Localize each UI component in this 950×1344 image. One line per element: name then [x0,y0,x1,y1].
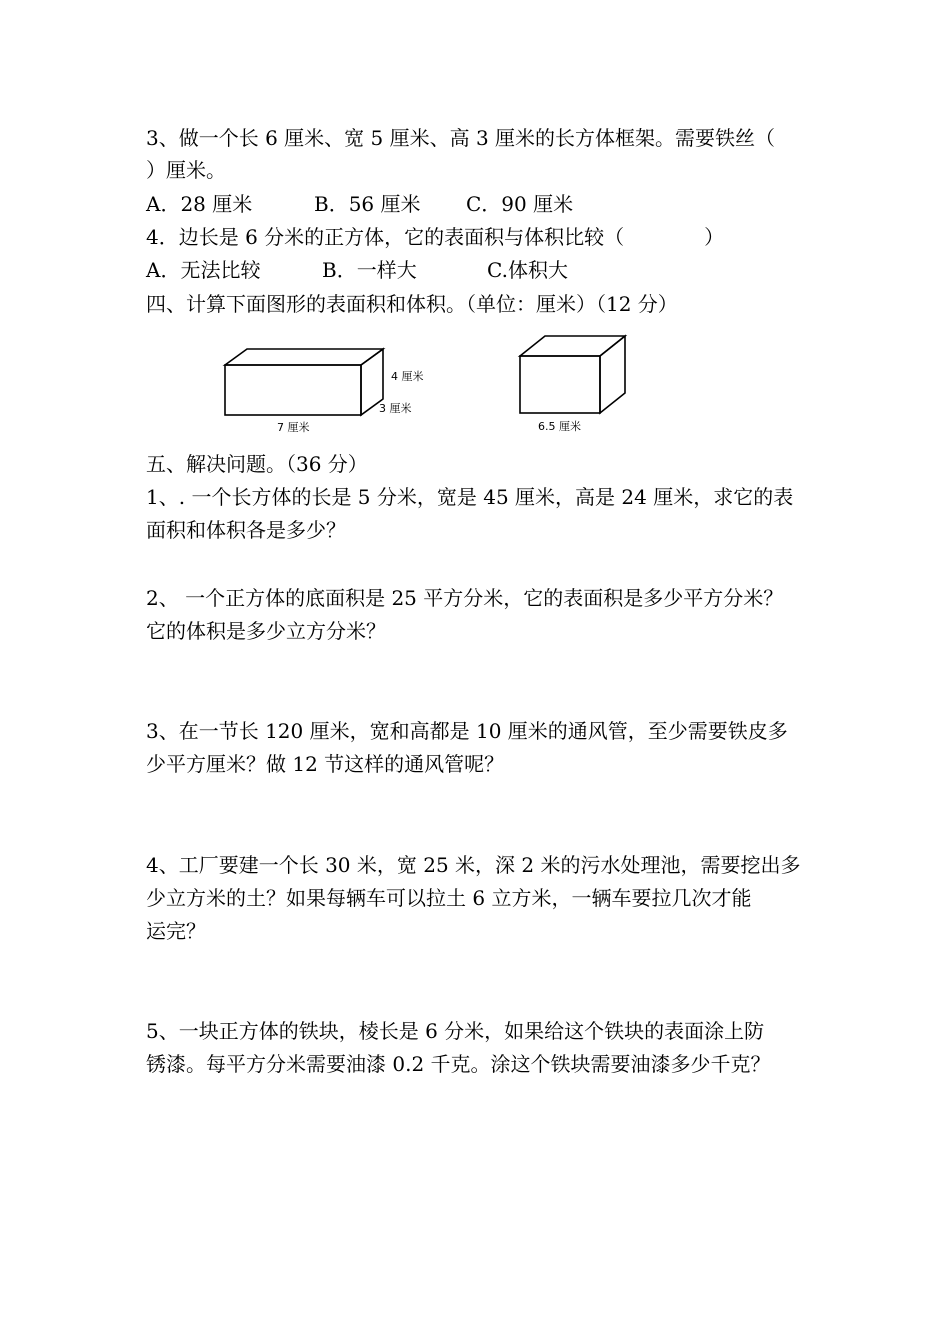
problem1-line1: 1、. 一个长方体的长是 5 分米，宽是 45 厘米，高是 24 厘米，求它的表 [146,485,794,509]
cuboid-top-face [225,349,383,365]
cuboid-length-label: 7 厘米 [277,421,310,434]
problem5-line2: 锈漆。每平方分米需要油漆 0.2 千克。涂这个铁块需要油漆多少千克？ [146,1052,771,1076]
q3-line2: ）厘米。 [146,158,226,182]
cuboid-front-face [225,365,361,415]
section4-title: 四、计算下面图形的表面积和体积。（单位：厘米）（12 分） [146,292,678,316]
cube-figure [520,336,625,413]
q4-option-b: B．一样大 [322,258,417,282]
cube-front-face [520,356,600,413]
cube-side-face [600,336,625,413]
cuboid-figure [225,349,383,415]
section5-title: 五、解决问题。（36 分） [146,452,368,476]
problem1-line2: 面积和体积各是多少？ [146,518,346,542]
problem4-line2: 少立方米的土？如果每辆车可以拉土 6 立方米，一辆车要拉几次才能 [146,886,752,910]
cube-top-face [520,336,625,356]
q3-line1: 3、做一个长 6 厘米、宽 5 厘米、高 3 厘米的长方体框架。需要铁丝（ [146,126,776,150]
problem4-line3: 运完？ [146,919,206,943]
problem4-line1: 4、工厂要建一个长 30 米，宽 25 米，深 2 米的污水处理池，需要挖出多 [146,853,801,877]
q3-option-a: A．28 厘米 [146,192,253,216]
q4-line1: 4．边长是 6 分米的正方体，它的表面积与体积比较（ ） [146,225,725,249]
problem2-line1: 2、 一个正方体的底面积是 25 平方分米，它的表面积是多少平方分米？ [146,586,784,610]
problem2-line2: 它的体积是多少立方分米？ [146,619,386,643]
cube-edge-label: 6.5 厘米 [538,420,581,433]
q3-option-c: C．90 厘米 [466,192,574,216]
problem3-line2: 少平方厘米？做 12 节这样的通风管呢？ [146,752,505,776]
q4-option-c: C.体积大 [487,258,568,282]
problem5-line1: 5、一块正方体的铁块，棱长是 6 分米，如果给这个铁块的表面涂上防 [146,1019,765,1043]
q3-option-b: B．56 厘米 [314,192,421,216]
cuboid-height-label: 4 厘米 [391,370,424,383]
cuboid-width-label: 3 厘米 [379,402,412,415]
problem3-line1: 3、在一节长 120 厘米，宽和高都是 10 厘米的通风管，至少需要铁皮多 [146,719,788,743]
q4-option-a: A．无法比较 [146,258,261,282]
